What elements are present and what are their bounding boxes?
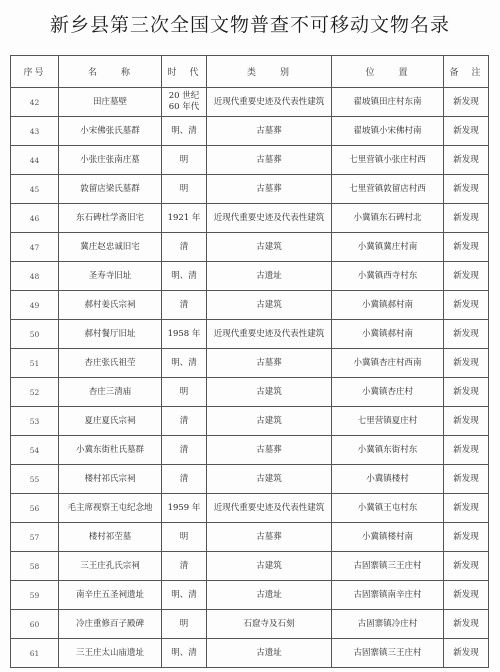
cell-num: 45: [11, 175, 59, 204]
cell-category: 古墓葬: [207, 146, 332, 175]
cell-name: 楼村祁茔墓: [59, 523, 162, 552]
cell-num: 49: [11, 291, 59, 320]
cell-location: 小冀镇楼村: [332, 465, 444, 494]
cell-note: 新发现: [444, 175, 489, 204]
table-row: [11, 407, 489, 436]
cell-note: 新发现: [444, 204, 489, 233]
table-row: [11, 552, 489, 581]
cell-name: 郝村餐厅旧址: [59, 320, 162, 349]
cell-note: 新发现: [444, 639, 489, 668]
cell-name: 毛主席视察王屯纪念地: [59, 494, 162, 523]
cell-category: 古遗址: [207, 581, 332, 610]
document-title: 新乡县第三次全国文物普查不可移动文物名录: [49, 14, 450, 36]
cell-note: 新发现: [444, 291, 489, 320]
header-era: 时 代: [162, 56, 207, 88]
header-location: 位 置: [332, 56, 444, 88]
cell-num: 52: [11, 378, 59, 407]
table-header-row: [11, 56, 489, 88]
cell-num: 53: [11, 407, 59, 436]
table-row: [11, 610, 489, 639]
cell-location: 七里营镇敦留店村西: [332, 175, 444, 204]
cell-era: 清: [162, 407, 207, 436]
cell-name: 小宋佛张氏墓群: [59, 117, 162, 146]
cell-location: 小冀镇杏庄村西南: [332, 349, 444, 378]
table-row: [11, 204, 489, 233]
header-category: 类 别: [207, 56, 332, 88]
cell-location: 小冀镇郝村南: [332, 291, 444, 320]
cell-era: 清: [162, 465, 207, 494]
cell-category: 古遗址: [207, 639, 332, 668]
cell-location: 小冀镇冀庄村南: [332, 233, 444, 262]
cell-note: 新发现: [444, 610, 489, 639]
cell-era: 明: [162, 175, 207, 204]
cell-location: 古固寨镇三王庄村: [332, 552, 444, 581]
cell-name: 三王庄孔氏宗祠: [59, 552, 162, 581]
cell-category: 近现代重要史迹及代表性建筑: [207, 494, 332, 523]
cell-category: 古墓葬: [207, 523, 332, 552]
cell-note: 新发现: [444, 146, 489, 175]
cell-name: 敦留店梁氏墓群: [59, 175, 162, 204]
cell-name: 田庄墓壁: [59, 88, 162, 117]
cell-num: 57: [11, 523, 59, 552]
cell-num: 54: [11, 436, 59, 465]
cell-num: 61: [11, 639, 59, 668]
table-row: [11, 320, 489, 349]
cell-era: 1959 年: [162, 494, 207, 523]
cell-name: 南辛庄五圣祠遗址: [59, 581, 162, 610]
table-row: [11, 88, 489, 117]
relics-table: [10, 55, 489, 668]
cell-category: 古遗址: [207, 262, 332, 291]
cell-name: 冀庄赵忠诚旧宅: [59, 233, 162, 262]
cell-category: 石窟寺及石刻: [207, 610, 332, 639]
cell-era: 明: [162, 146, 207, 175]
cell-category: 近现代重要史迹及代表性建筑: [207, 320, 332, 349]
cell-category: 古墓葬: [207, 117, 332, 146]
cell-era: 清: [162, 436, 207, 465]
cell-name: 杏庄三清庙: [59, 378, 162, 407]
cell-category: 古建筑: [207, 291, 332, 320]
cell-num: 42: [11, 88, 59, 117]
cell-location: 古固寨镇冷庄村: [332, 610, 444, 639]
cell-location: 古固寨镇南辛庄村: [332, 581, 444, 610]
cell-name: 东石碑杜学斋旧宅: [59, 204, 162, 233]
cell-category: 近现代重要史迹及代表性建筑: [207, 204, 332, 233]
cell-name: 冷庄重修百子殿碑: [59, 610, 162, 639]
cell-name: 杏庄张氏祖茔: [59, 349, 162, 378]
cell-name: 夏庄夏氏宗祠: [59, 407, 162, 436]
cell-category: 古建筑: [207, 378, 332, 407]
cell-category: 古建筑: [207, 233, 332, 262]
cell-note: 新发现: [444, 552, 489, 581]
table-row: [11, 146, 489, 175]
cell-name: 三王庄太山庙遗址: [59, 639, 162, 668]
table-row: [11, 349, 489, 378]
cell-location: 小冀镇东街村东: [332, 436, 444, 465]
cell-num: 60: [11, 610, 59, 639]
cell-num: 48: [11, 262, 59, 291]
cell-location: 七里营镇夏庄村: [332, 407, 444, 436]
cell-num: 58: [11, 552, 59, 581]
cell-note: 新发现: [444, 407, 489, 436]
cell-location: 小冀镇杏庄村: [332, 378, 444, 407]
table-row: [11, 523, 489, 552]
cell-location: 小冀镇楼村南: [332, 523, 444, 552]
cell-name: 小冀东街杜氏墓群: [59, 436, 162, 465]
cell-category: 古墓葬: [207, 175, 332, 204]
cell-era: 清: [162, 291, 207, 320]
cell-era: 明、清: [162, 262, 207, 291]
header-note: 备 注: [444, 56, 489, 88]
cell-note: 新发现: [444, 436, 489, 465]
cell-note: 新发现: [444, 378, 489, 407]
cell-category: 古建筑: [207, 407, 332, 436]
cell-location: 翟坡镇田庄村东南: [332, 88, 444, 117]
table-row: [11, 175, 489, 204]
cell-note: 新发现: [444, 523, 489, 552]
table-row: [11, 581, 489, 610]
cell-note: 新发现: [444, 581, 489, 610]
table-row: [11, 378, 489, 407]
table-row: [11, 465, 489, 494]
cell-num: 56: [11, 494, 59, 523]
table-row: [11, 639, 489, 668]
cell-name: 圣寿寺旧址: [59, 262, 162, 291]
cell-name: 小张庄张南庄墓: [59, 146, 162, 175]
cell-num: 50: [11, 320, 59, 349]
cell-num: 51: [11, 349, 59, 378]
cell-era: 1958 年: [162, 320, 207, 349]
cell-category: 近现代重要史迹及代表性建筑: [207, 88, 332, 117]
header-name: 名 称: [59, 56, 162, 88]
cell-num: 46: [11, 204, 59, 233]
cell-location: 小冀镇东石碑村北: [332, 204, 444, 233]
cell-num: 55: [11, 465, 59, 494]
cell-num: 43: [11, 117, 59, 146]
table-row: [11, 117, 489, 146]
cell-era: 明、清: [162, 581, 207, 610]
cell-era: 明、清: [162, 349, 207, 378]
cell-era: 20 世纪 60 年代: [162, 88, 207, 117]
cell-location: 小冀镇王屯村东: [332, 494, 444, 523]
cell-location: 翟坡镇小宋佛村南: [332, 117, 444, 146]
cell-era: 清: [162, 552, 207, 581]
table-row: [11, 233, 489, 262]
cell-note: 新发现: [444, 88, 489, 117]
cell-note: 新发现: [444, 320, 489, 349]
table-row: [11, 436, 489, 465]
cell-location: 小冀镇西寺村东: [332, 262, 444, 291]
cell-note: 新发现: [444, 117, 489, 146]
cell-era: 明: [162, 378, 207, 407]
cell-location: 小冀镇郝村南: [332, 320, 444, 349]
cell-num: 47: [11, 233, 59, 262]
cell-num: 44: [11, 146, 59, 175]
cell-category: 古墓葬: [207, 436, 332, 465]
cell-category: 古建筑: [207, 552, 332, 581]
cell-era: 明: [162, 523, 207, 552]
cell-era: 清: [162, 233, 207, 262]
table-row: [11, 291, 489, 320]
cell-note: 新发现: [444, 349, 489, 378]
cell-note: 新发现: [444, 465, 489, 494]
cell-era: 1921 年: [162, 204, 207, 233]
cell-era: 明: [162, 610, 207, 639]
cell-name: 郝村姜氏宗祠: [59, 291, 162, 320]
header-num: 序号: [11, 56, 59, 88]
cell-location: 古固寨镇三王庄村: [332, 639, 444, 668]
table-row: [11, 262, 489, 291]
cell-category: 古墓葬: [207, 349, 332, 378]
cell-era: 明、清: [162, 639, 207, 668]
cell-num: 59: [11, 581, 59, 610]
table-row: [11, 494, 489, 523]
cell-name: 楼村祁氏宗祠: [59, 465, 162, 494]
cell-location: 七里营镇小张庄村西: [332, 146, 444, 175]
cell-note: 新发现: [444, 262, 489, 291]
cell-category: 古建筑: [207, 465, 332, 494]
cell-era: 明、清: [162, 117, 207, 146]
cell-note: 新发现: [444, 494, 489, 523]
cell-note: 新发现: [444, 233, 489, 262]
